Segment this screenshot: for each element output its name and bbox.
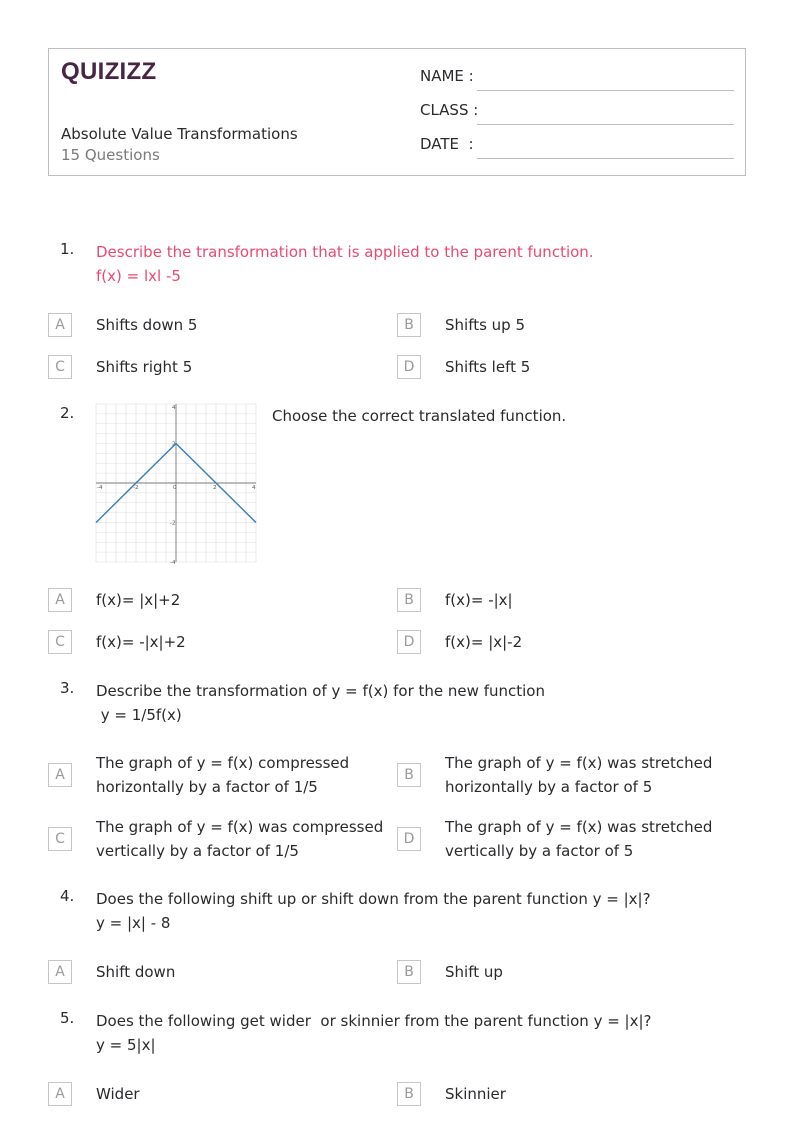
option-letter: A: [48, 313, 72, 337]
option-text: Shifts up 5: [445, 316, 526, 334]
name-line[interactable]: [477, 90, 734, 91]
option-line: The graph of y = f(x) was compressed: [96, 818, 384, 836]
option-text: f(x)= -|x|: [445, 591, 513, 609]
y-tick-label: -4: [170, 560, 176, 566]
name-field[interactable]: [420, 67, 734, 91]
question-text: [96, 887, 651, 935]
option-text: [445, 815, 712, 863]
absolute-value-graph: [96, 404, 256, 566]
x-tick-label: 2: [213, 485, 217, 491]
class-label: CLASS :: [420, 101, 479, 119]
date-line[interactable]: [477, 158, 734, 159]
option-letter: B: [397, 313, 421, 337]
option-text: Shifts down 5: [96, 316, 198, 334]
option-text: f(x)= -|x|+2: [96, 633, 186, 651]
question-line: Choose the correct translated function.: [272, 407, 567, 425]
question-number: 2.: [60, 404, 75, 422]
question-line: y = 1/5f(x): [96, 706, 182, 724]
option-letter: D: [397, 827, 421, 851]
option-line: The graph of y = f(x) was stretched: [445, 818, 713, 836]
worksheet-header: [48, 48, 746, 176]
name-label: NAME :: [420, 67, 474, 85]
option-text: Shift up: [445, 963, 503, 981]
x-tick-label: -2: [133, 485, 139, 491]
question-number: 1.: [60, 240, 75, 258]
option-line: vertically by a factor of 1/5: [96, 842, 299, 860]
option-text: f(x)= |x|+2: [96, 591, 181, 609]
y-tick-label: -2: [170, 520, 176, 527]
x-tick-label: 0: [173, 485, 177, 491]
question-text: [272, 404, 566, 428]
option-letter: D: [397, 630, 421, 654]
option-letter: A: [48, 763, 72, 787]
x-tick-label: -4: [97, 485, 103, 491]
option-letter: B: [397, 588, 421, 612]
question-line: y = |x| - 8: [96, 914, 171, 932]
option-letter: C: [48, 630, 72, 654]
option-text: [96, 815, 383, 863]
option-text: Shifts right 5: [96, 358, 193, 376]
question-line: Describe the transformation of y = f(x) for the new function: [96, 682, 545, 700]
question-number: 4.: [60, 887, 75, 905]
option-letter: C: [48, 355, 72, 379]
question-line: Does the following get wider or skinnier from the parent function y = |x|?: [96, 1012, 652, 1030]
date-field[interactable]: [420, 135, 734, 159]
option-text: Wider: [96, 1085, 140, 1103]
option-line: horizontally by a factor of 1/5: [96, 778, 318, 796]
option-line: The graph of y = f(x) was stretched: [445, 754, 713, 772]
question-text: [96, 679, 545, 727]
option-letter: C: [48, 827, 72, 851]
option-text: [445, 751, 712, 799]
class-field[interactable]: [420, 101, 734, 125]
option-letter: A: [48, 960, 72, 984]
option-line: horizontally by a factor of 5: [445, 778, 653, 796]
option-letter: A: [48, 588, 72, 612]
question-line: f(x) = lxl -5: [96, 267, 181, 285]
option-letter: D: [397, 355, 421, 379]
quizizz-logo: QUIZIZZ: [61, 58, 157, 85]
class-line[interactable]: [477, 124, 734, 125]
date-label: DATE :: [420, 135, 474, 153]
worksheet-title: Absolute Value Transformations: [61, 125, 298, 143]
option-text: f(x)= |x|-2: [445, 633, 523, 651]
option-letter: A: [48, 1082, 72, 1106]
question-line: y = 5|x|: [96, 1036, 156, 1054]
option-letter: B: [397, 763, 421, 787]
option-text: Shifts left 5: [445, 358, 531, 376]
option-text: Skinnier: [445, 1085, 506, 1103]
question-number: 5.: [60, 1009, 75, 1027]
y-tick-label: 2: [172, 441, 176, 448]
y-tick-label: 4: [172, 405, 176, 411]
option-text: [96, 751, 349, 799]
option-letter: B: [397, 1082, 421, 1106]
question-text: [96, 240, 594, 288]
x-tick-label: 4: [252, 485, 256, 491]
question-number: 3.: [60, 679, 75, 697]
option-line: The graph of y = f(x) compressed: [96, 754, 350, 772]
question-line: Does the following shift up or shift down from the parent function y = |x|?: [96, 890, 651, 908]
question-text: [96, 1009, 652, 1057]
question-count: 15 Questions: [61, 146, 160, 164]
question-line: Describe the transformation that is applied to the parent function.: [96, 243, 594, 261]
option-line: vertically by a factor of 5: [445, 842, 634, 860]
option-text: Shift down: [96, 963, 176, 981]
option-letter: B: [397, 960, 421, 984]
